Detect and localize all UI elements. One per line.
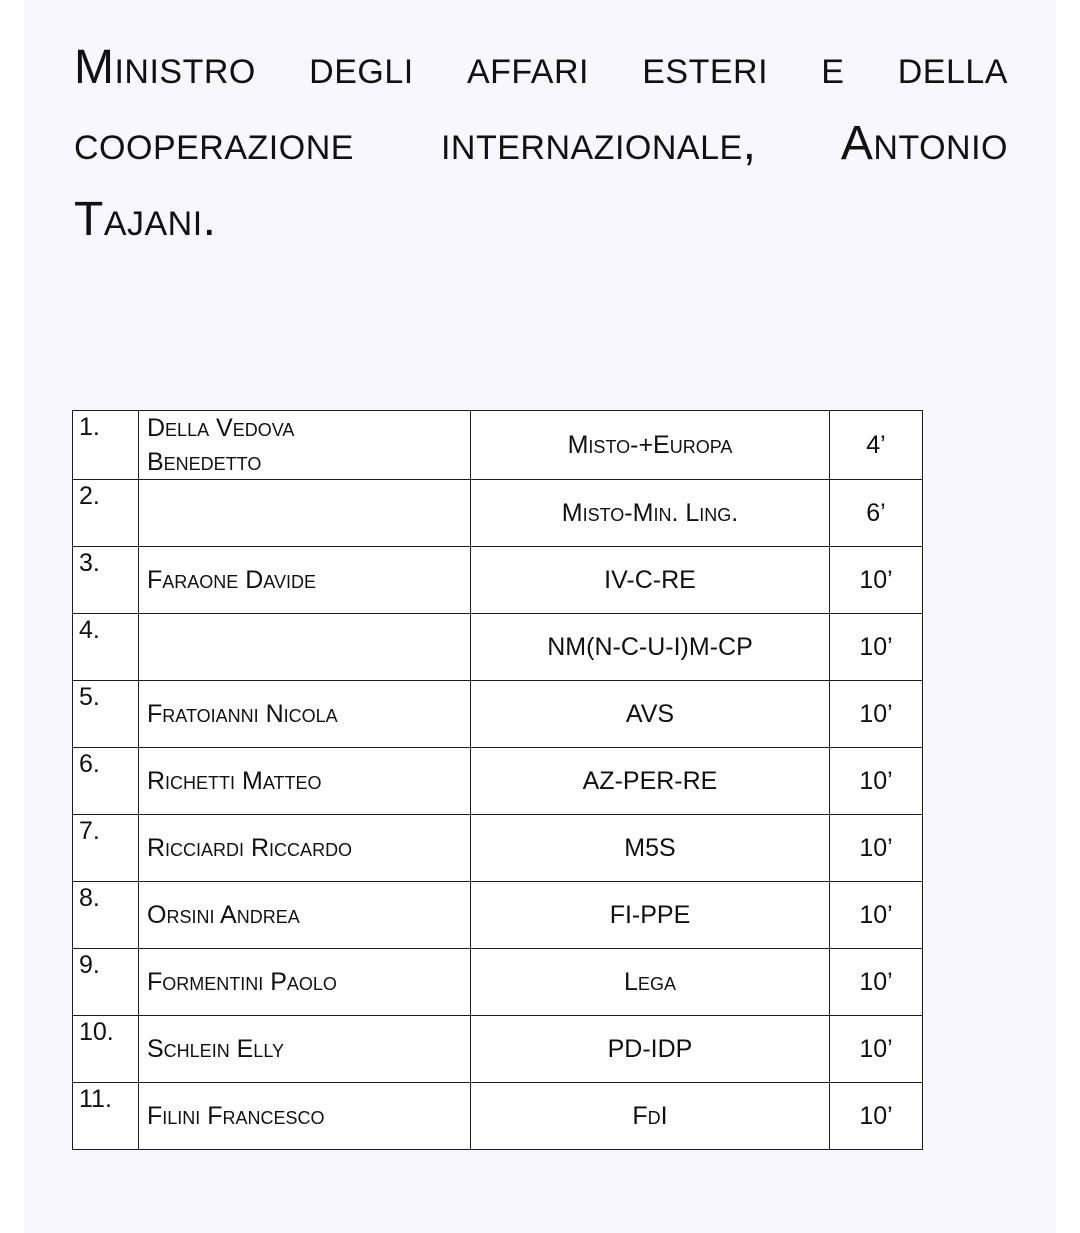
party-group: M5S — [471, 815, 830, 882]
row-number: 6. — [73, 748, 139, 815]
speaker-name: Fratoianni Nicola — [139, 681, 471, 748]
speaking-time: 10’ — [830, 815, 923, 882]
row-number: 4. — [73, 614, 139, 681]
speaker-name — [139, 480, 471, 547]
party-group: FdI — [471, 1083, 830, 1150]
row-number: 7. — [73, 815, 139, 882]
table-row — [73, 614, 923, 681]
speaking-time: 10’ — [830, 547, 923, 614]
speaker-name: Faraone Davide — [139, 547, 471, 614]
party-group: PD-IDP — [471, 1016, 830, 1083]
speaker-name: Ricciardi Riccardo — [139, 815, 471, 882]
table-row — [73, 681, 923, 748]
speaking-time: 10’ — [830, 614, 923, 681]
speaking-time: 10’ — [830, 681, 923, 748]
document-page — [24, 0, 1056, 1233]
speaker-name: Filini Francesco — [139, 1083, 471, 1150]
table-row — [73, 480, 923, 547]
table-row — [73, 815, 923, 882]
party-group: Lega — [471, 949, 830, 1016]
party-group: NM(N-C-U-I)M-CP — [471, 614, 830, 681]
page-title: Ministro degli affari esteri e della cooperazione internazionale, Antonio Tajani. — [74, 41, 1008, 246]
party-group: IV-C-RE — [471, 547, 830, 614]
speakers-table — [72, 410, 923, 1150]
party-group: Misto-Min. Ling. — [471, 480, 830, 547]
speaking-time: 10’ — [830, 882, 923, 949]
party-group: AZ-PER-RE — [471, 748, 830, 815]
speaking-time: 10’ — [830, 1083, 923, 1150]
table-row — [73, 547, 923, 614]
party-group: FI-PPE — [471, 882, 830, 949]
speaking-time: 6’ — [830, 480, 923, 547]
speaker-name: Formentini Paolo — [139, 949, 471, 1016]
table-row — [73, 748, 923, 815]
party-group: AVS — [471, 681, 830, 748]
speaking-time: 10’ — [830, 949, 923, 1016]
speaking-time: 10’ — [830, 1016, 923, 1083]
table-row — [73, 411, 923, 480]
table-row — [73, 1083, 923, 1150]
table-row — [73, 1016, 923, 1083]
speaking-time: 10’ — [830, 748, 923, 815]
party-group: Misto-+Europa — [471, 411, 830, 480]
speaker-name: Schlein Elly — [139, 1016, 471, 1083]
speaker-name: Richetti Matteo — [139, 748, 471, 815]
speaker-name: Orsini Andrea — [139, 882, 471, 949]
row-number: 10. — [73, 1016, 139, 1083]
speaker-name: Della Vedova Benedetto — [139, 411, 471, 480]
table-row — [73, 882, 923, 949]
row-number: 8. — [73, 882, 139, 949]
row-number: 3. — [73, 547, 139, 614]
row-number: 5. — [73, 681, 139, 748]
speaking-time: 4’ — [830, 411, 923, 480]
speaker-name — [139, 614, 471, 681]
row-number: 2. — [73, 480, 139, 547]
row-number: 9. — [73, 949, 139, 1016]
row-number: 1. — [73, 411, 139, 480]
table-row — [73, 949, 923, 1016]
speakers-table-body — [73, 411, 923, 1150]
row-number: 11. — [73, 1083, 139, 1150]
